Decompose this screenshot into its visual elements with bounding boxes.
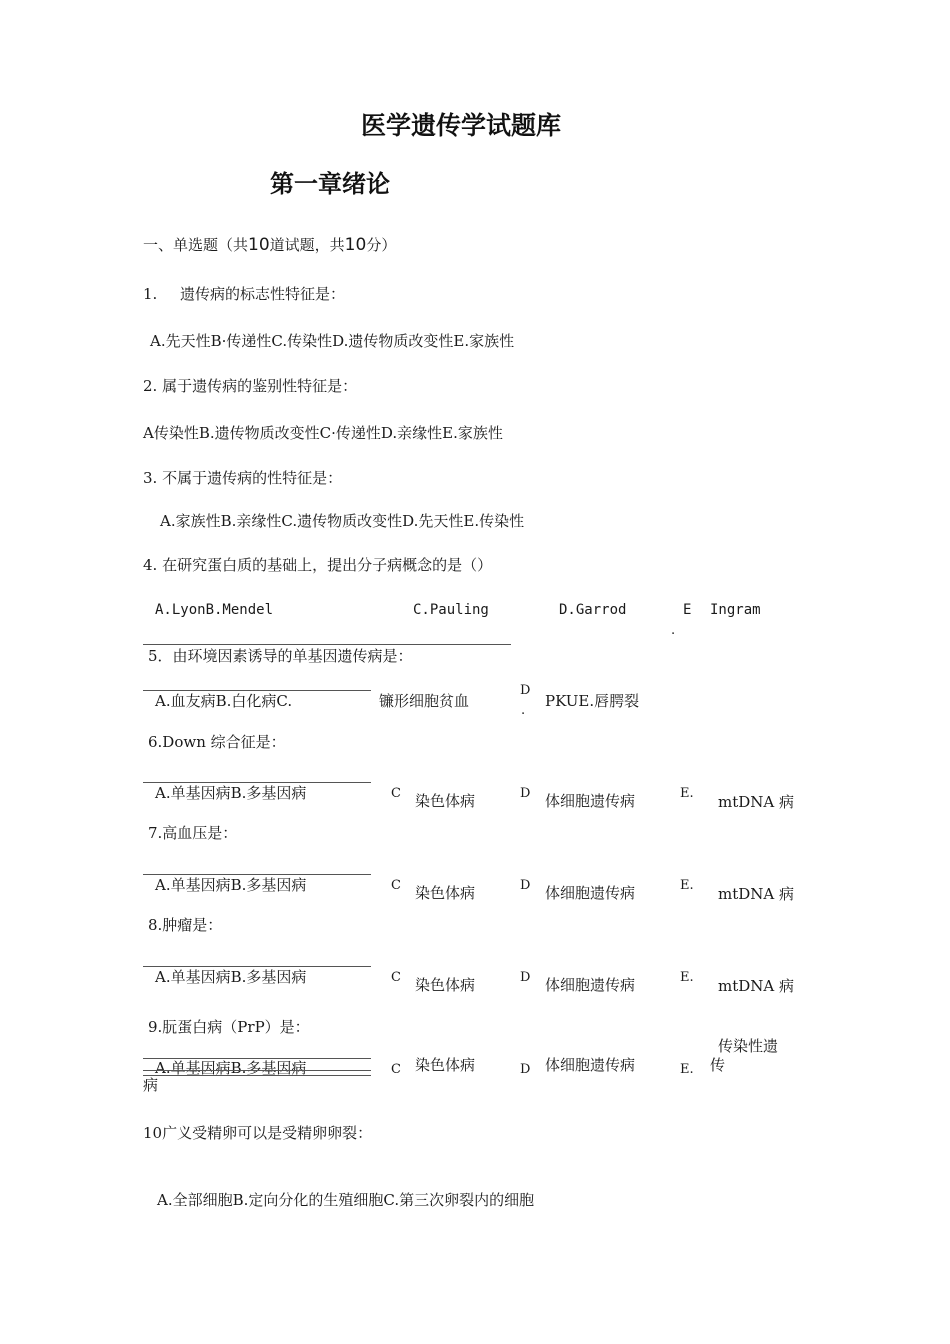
q1-text: 遗传病的标志性特征是： [180, 285, 346, 303]
q5-option-d-dot: . [521, 703, 526, 718]
q7-option-d-letter: D [520, 878, 531, 893]
table-rule [143, 966, 371, 967]
q1-options: A.先天性B·传递性C.传染性D.遗传物质改变性E.家族性 [150, 332, 515, 350]
q6-option-d-letter: D [520, 786, 531, 801]
table-rule [143, 874, 371, 875]
q4-option-c: C.Pauling [413, 602, 489, 618]
section-heading [143, 237, 396, 254]
q8-option-e-text: mtDNA 病 [718, 977, 795, 995]
q6-option-c-letter: C [391, 786, 401, 801]
q8-text: 8.肿瘤是： [148, 916, 223, 934]
q7-option-e-letter: E. [680, 878, 694, 893]
q5-option-abc: A.血友病B.白化病C. [155, 692, 293, 710]
q5-text: 5．由环境因素诱导的单基因遗传病是： [148, 647, 413, 665]
section-count-questions: 10 [248, 235, 270, 255]
q6-option-c-text: 染色体病 [415, 792, 476, 810]
section-count-points: 10 [344, 235, 367, 255]
q9-option-e-text-line1: 传染性遗 [718, 1037, 779, 1055]
q8-option-d-letter: D [520, 970, 531, 985]
q3-options: A.家族性B.亲缘性C.遗传物质改变性D.先天性E.传染性 [160, 512, 525, 530]
q5-option-de: PKUE.唇腭裂 [545, 692, 640, 710]
section-mid: 道试题，共 [269, 236, 345, 254]
q6-option-e-text: mtDNA 病 [718, 793, 795, 811]
q4-text: 4. 在研究蛋白质的基础上，提出分子病概念的是（） [143, 556, 493, 574]
q4-option-e-letter: E [683, 602, 692, 618]
q5-option-c-text: 镰形细胞贫血 [379, 692, 470, 710]
q9-option-c-letter: C [391, 1062, 401, 1077]
table-rule [143, 782, 371, 783]
q8-option-d-text: 体细胞遗传病 [545, 976, 636, 994]
q8-option-c-text: 染色体病 [415, 976, 476, 994]
q5-option-d-letter: D [520, 683, 531, 698]
q6-option-e-letter: E. [680, 786, 694, 801]
q6-option-ab: A.单基因病B.多基因病 [155, 784, 307, 802]
q9-option-e-letter: E. [680, 1062, 694, 1077]
q7-option-e-text: mtDNA 病 [718, 885, 795, 903]
q9-option-d-text: 体细胞遗传病 [545, 1056, 636, 1074]
q9-option-ab-tail: 病 [143, 1076, 159, 1094]
q2-text: 2. 属于遗传病的鉴别性特征是： [143, 377, 358, 395]
q8-option-e-letter: E. [680, 970, 694, 985]
q3-text: 3. 不属于遗传病的性特征是： [143, 469, 343, 487]
q10-text: 10广义受精卵可以是受精卵卵裂： [143, 1124, 373, 1142]
q4-option-d: D.Garrod [559, 602, 627, 618]
q8-option-c-letter: C [391, 970, 401, 985]
q7-option-c-text: 染色体病 [415, 884, 476, 902]
q7-option-c-letter: C [391, 878, 401, 893]
q9-option-ab: A.单基因病B.多基因病 [155, 1059, 307, 1077]
q2-options: A传染性B.遗传物质改变性C·传递性D.亲缘性E.家族性 [143, 424, 503, 442]
table-rule [143, 1075, 371, 1076]
q10-options: A.全部细胞B.定向分化的生殖细胞C.第三次卵裂内的细胞 [157, 1191, 535, 1209]
section-post: 分） [366, 236, 397, 254]
q6-option-d-text: 体细胞遗传病 [545, 792, 636, 810]
chapter-heading: 第一章绪论 [270, 170, 390, 198]
q8-option-ab: A.单基因病B.多基因病 [155, 968, 307, 986]
q7-text: 7.高血压是： [148, 824, 238, 842]
q7-option-ab: A.单基因病B.多基因病 [155, 876, 307, 894]
q9-option-d-letter: D [520, 1062, 531, 1077]
q4-option-e-text: Ingram [710, 602, 761, 618]
table-rule [143, 690, 371, 691]
q9-text: 9.朊蛋白病（PrP）是： [148, 1018, 310, 1036]
q4-option-e-dot: . [671, 623, 676, 638]
table-rule [143, 644, 511, 645]
section-pre: 一、单选题（共 [143, 236, 249, 254]
table-rule [143, 1070, 371, 1071]
q9-option-c-text: 染色体病 [415, 1056, 476, 1074]
q7-option-d-text: 体细胞遗传病 [545, 884, 636, 902]
q4-option-ab: A.LyonB.Mendel [155, 602, 274, 618]
q1-number: 1. [143, 285, 158, 303]
q9-option-e-text-line2: 传 [710, 1056, 726, 1074]
page-title: 医学遗传学试题库 [361, 111, 562, 140]
q6-text: 6.Down 综合征是： [148, 733, 286, 751]
